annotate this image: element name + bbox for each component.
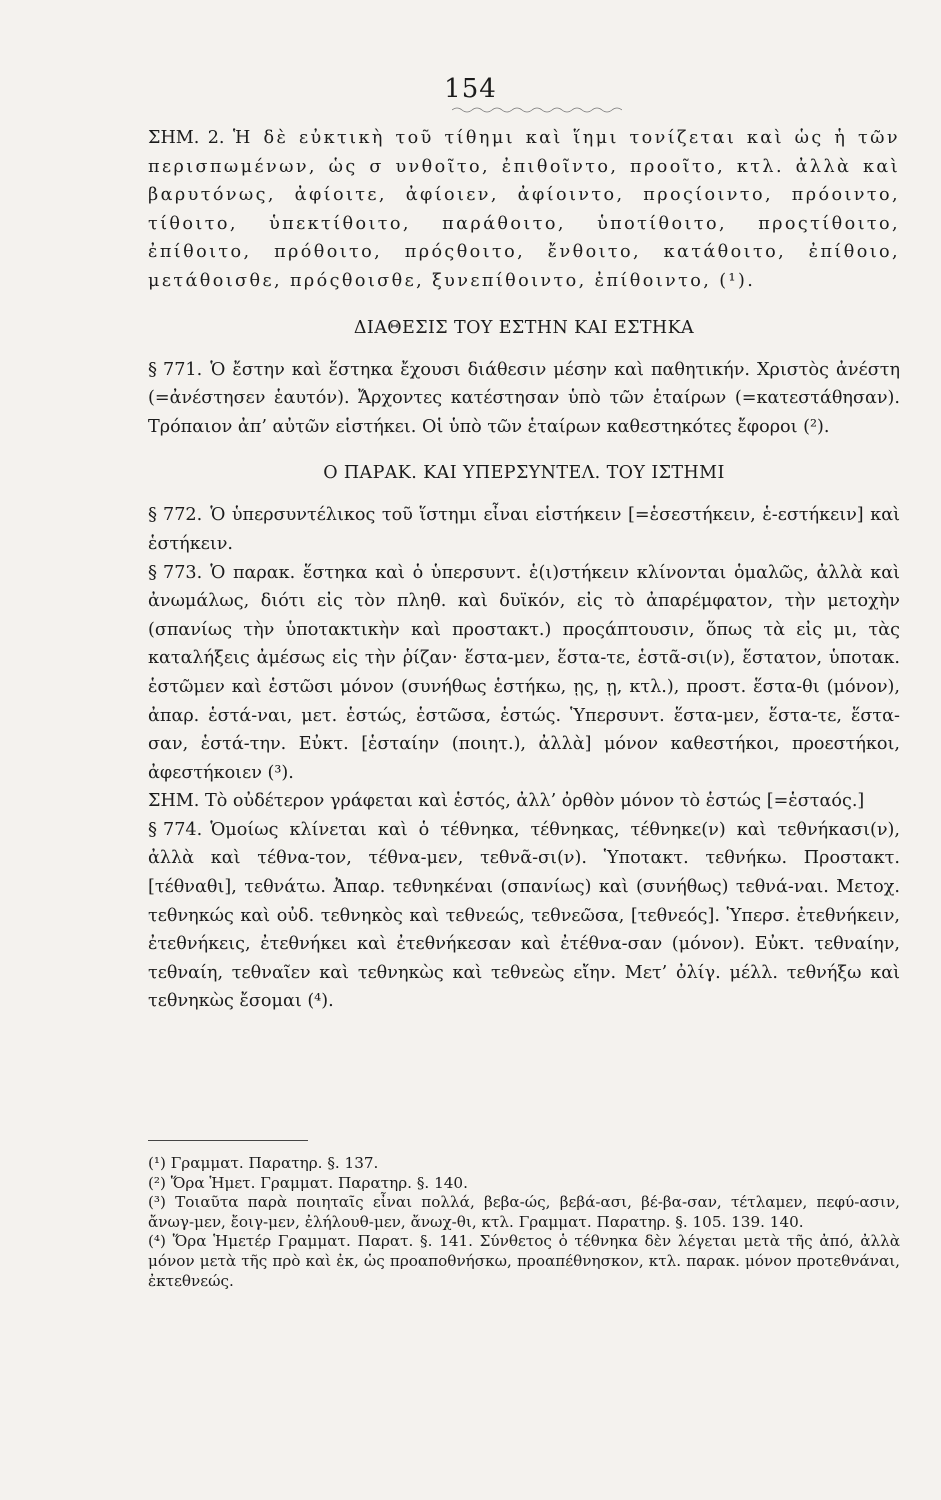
section-heading: Ο ΠΑΡΑΚ. ΚΑΙ ΥΠΕΡΣΥΝΤΕΛ. ΤΟΥ ΙΣΤΗΜΙ (323, 463, 725, 484)
main-text (148, 124, 900, 1016)
paragraph-note-2 (148, 124, 900, 296)
note-label: ΣΗΜ. 2. (148, 128, 225, 148)
paragraph-772 (148, 501, 900, 558)
section-number: 772. (163, 505, 203, 526)
section-number: 774. (163, 819, 203, 840)
footnote-divider (148, 1140, 308, 1141)
paragraph-note-3 (148, 787, 900, 816)
section-sign: § (148, 818, 157, 840)
section-number: 773. (163, 562, 203, 583)
page-number: 154 (444, 74, 497, 104)
footnote: (³) Τοιαῦτα παρὰ ποιηταῖς εἶναι πολλά, βεβα-ώς, βεβά-ασι, βέ-βα-σαν, τέτλαμεν, πεφύ-ασιν, ἄνωγ-μεν, ἔοιγ-μεν, ἐλήλουθ-μεν, ἄνωχ-θι, κτλ. Γραμματ. Παρατηρ. §. 105. 139. 140. (148, 1193, 900, 1231)
note-text: Τὸ οὐδέτερον γράφεται καὶ ἑστός, ἀλλ’ ὀρθὸν μόνον τὸ ἑστώς [=ἑσταός.] (204, 791, 865, 812)
note-label: ΣΗΜ. (148, 791, 200, 812)
section-sign: § (148, 358, 157, 380)
paragraph-773 (148, 559, 900, 788)
section-heading: ΔΙΑΘΕΣΙΣ ΤΟΥ ΕΣΤΗΝ ΚΑΙ ΕΣΤΗΚΑ (353, 317, 695, 338)
ornament-divider (452, 106, 622, 114)
footnote: (²) Ὅρα Ἡμετ. Γραμματ. Παρατηρ. §. 140. (148, 1173, 468, 1192)
paragraph-text: Ὁ παρακ. ἕστηκα καὶ ὁ ὑπερσυντ. ἑ(ι)στήκειν κλίνονται ὁμαλῶς, ἀλλὰ καὶ ἀνωμάλως, διότι εἰς τὸν πληθ. καὶ δυϊκόν, εἰς τὸ ἀπαρέμφατον, τὴν μετοχὴν (σπανίως τὴν ὑποτακτικὴν καὶ προστακτ.) προςάπτουσιν, ὅπως τὰ εἰς μι, τὰς καταλήξεις ἀμέσως εἰς τὴν ῥίζαν· ἕστα-μεν, ἕστα-τε, ἑστᾶ-σι(ν), ἕστατον, ὑποτακ. ἑστῶμεν καὶ ἑστῶσι μόνον (συνήθως ἑστήκω, ῃς, ῃ, κτλ.), προστ. ἕστα-θι (μόνον), ἀπαρ. ἑστά-ναι, μετ. ἑστώς, ἑστῶσα, ἑστώς. Ὑπερσυντ. ἕστα-μεν, ἕστα-τε, ἕστα-σαν, ἑστά-την. Εὐκτ. [ἑσταίην (ποιητ.), ἀλλὰ] μόνον καθεστήκοι, προεστήκοι, ἀφεστήκοιεν (³). (148, 562, 900, 783)
note-text: Ἡ δὲ εὐκτικὴ τοῦ τίθημι καὶ ἵημι τονίζεται καὶ ὡς ἡ τῶν περισπωμένων, ὡς σ υνθοῖτο, ἐπιθοῖντο, προοῖτο, κτλ. ἀλλὰ καὶ βαρυτόνως, ἀφίοιτε, ἀφίοιεν, ἀφίοιντο, προςίοιντο, πρόοιντο, τίθοιτο, ὑπεκτίθοιτο, παράθοιτο, ὑποτίθοιτο, προςτίθοιτο, ἐπίθοιτο, πρόθοιτο, πρόςθοιτο, ἔνθοιτο, κατάθοιτο, ἐπίθοιο, μετάθοισθε, πρόςθοισθε, ξυνεπίθοιντο, ἐπίθοιντο, (¹). (148, 128, 900, 291)
footnotes (148, 1154, 900, 1291)
paragraph-774 (148, 816, 900, 1016)
section-number: 771. (163, 359, 203, 380)
paragraph-text: Ὁμοίως κλίνεται καὶ ὁ τέθνηκα, τέθνηκας, τέθνηκε(ν) καὶ τεθνήκασι(ν), ἀλλὰ καὶ τέθνα-τον, τέθνα-μεν, τεθνᾶ-σι(ν). Ὑποτακτ. τεθνήκω. Προστακτ. [τέθναθι], τεθνάτω. Ἀπαρ. τεθνηκέναι (σπανίως) καὶ (συνήθως) τεθνά-ναι. Μετοχ. τεθνηκώς καὶ οὐδ. τεθνηκὸς καὶ τεθνεώς, τεθνεῶσα, [τεθνεός]. Ὑπερσ. ἐτεθνήκειν, ἐτεθνήκεις, ἐτεθνήκει καὶ ἐτεθνήκεσαν καὶ ἐτέθνα-σαν (μόνον). Εὐκτ. τεθναίην, τεθναίη, τεθναῖεν καὶ τεθνηκὼς καὶ τεθνεὼς εἴην. Μετ’ ὀλίγ. μέλλ. τεθνήξω καὶ τεθνηκὼς ἔσομαι (⁴). (148, 819, 900, 1012)
paragraph-text: Ὁ ἔστην καὶ ἕστηκα ἔχουσι διάθεσιν μέσην καὶ παθητικήν. Χριστὸς ἀνέστη (=ἀνέστησεν ἑαυτόν). Ἄρχοντες κατέστησαν ὑπὸ τῶν ἑταίρων (=κατεστάθησαν). Τρόπαιον ἀπ’ αὐτῶν εἱστήκει. Οἱ ὑπὸ τῶν ἑταίρων καθεστηκότες ἔφοροι (²). (148, 359, 900, 437)
footnote: (¹) Γραμματ. Παρατηρ. §. 137. (148, 1154, 379, 1172)
footnote: (⁴) Ὅρα Ἡμετέρ Γραμματ. Παρατ. §. 141. Σύνθετος ὁ τέθνηκα δὲν λέγεται μετὰ τῆς ἀπό, ἀλλὰ μόνον μετὰ τῆς πρὸ καὶ ἐκ, ὡς προαποθνήσκω, προαπέθνησκον, κτλ. παρακ. μόνον προτεθνάναι, ἐκτεθνεώς. (148, 1232, 900, 1290)
section-sign: § (148, 561, 157, 583)
section-sign: § (148, 504, 157, 526)
paragraph-771 (148, 356, 900, 442)
paragraph-text: Ὁ ὑπερσυντέλικος τοῦ ἵστημι εἶναι εἱστήκειν [=ἑσεστήκειν, ἑ-εστήκειν] καὶ ἑστήκειν. (148, 505, 900, 554)
